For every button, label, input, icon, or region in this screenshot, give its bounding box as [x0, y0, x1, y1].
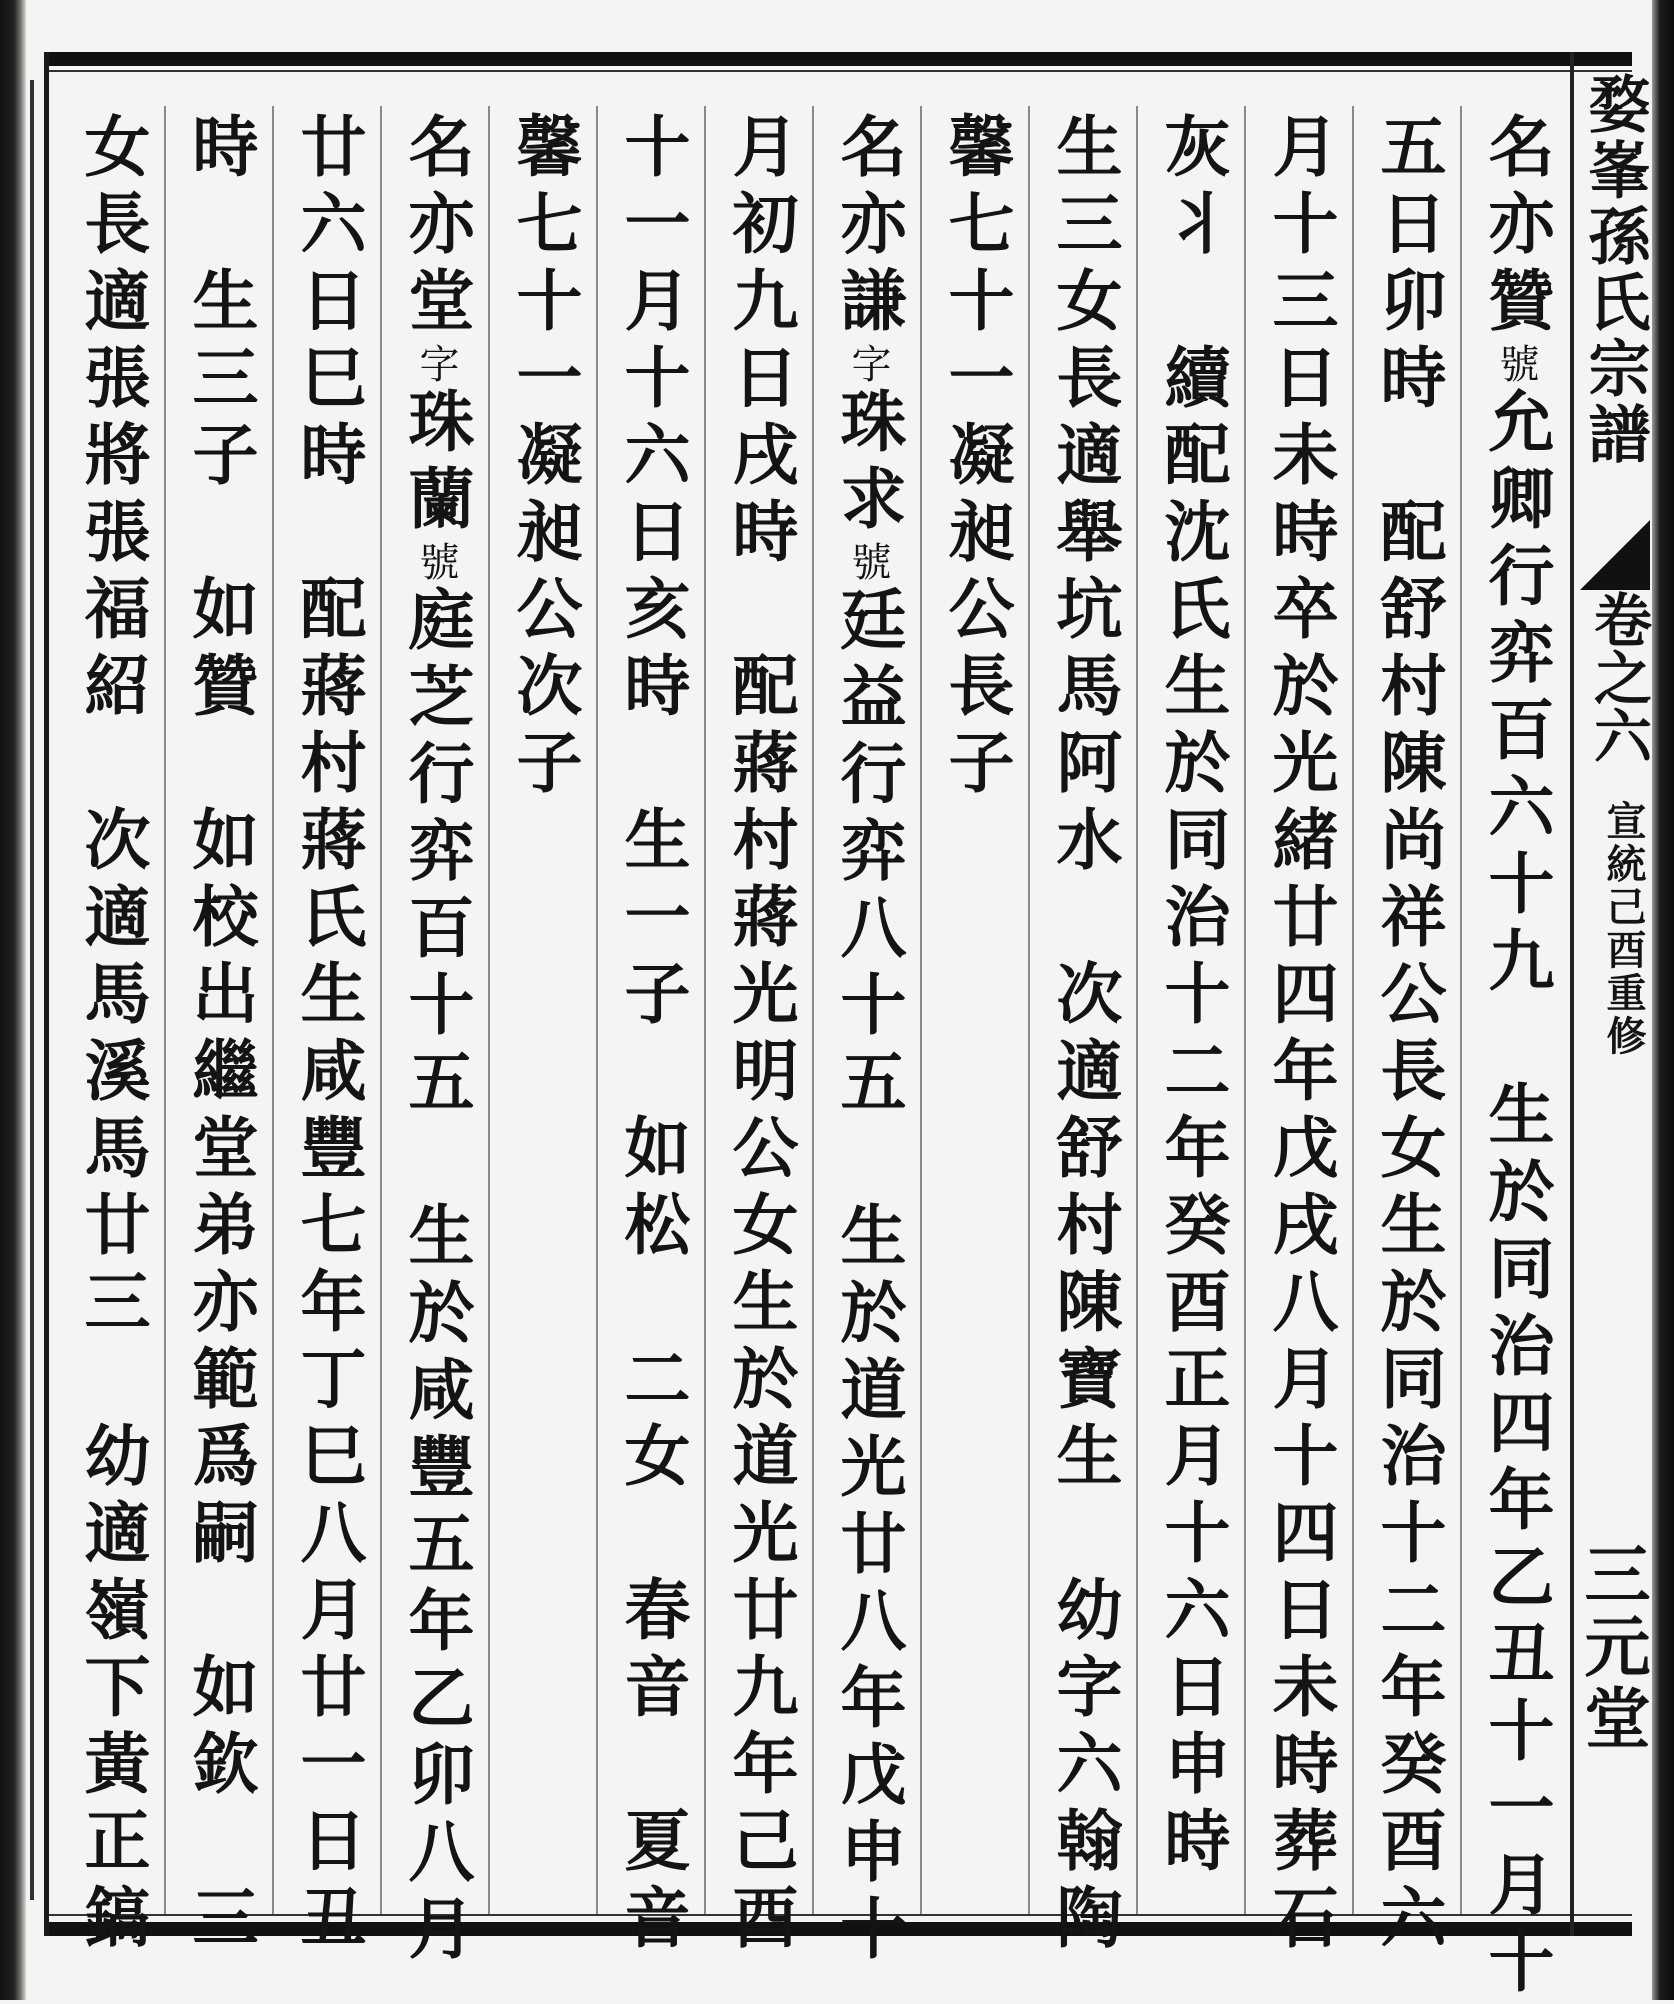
- text-column-7: 名亦謙字珠求號廷益行弈八十五 生於道光廿八年戊申十: [829, 112, 907, 1971]
- column-divider: [1460, 106, 1462, 1914]
- text-column-3: 月十三日未時卒於光緒廿四年戊戌八月十四日未時葬石: [1261, 112, 1339, 1960]
- text-column-10: 馨七十一凝昶公次子: [505, 112, 583, 805]
- binding-line: [30, 80, 34, 1900]
- column-divider: [1136, 106, 1138, 1914]
- column-divider: [380, 106, 382, 1914]
- text-column-13: 時 生三子 如贊 如校出繼堂弟亦範爲嗣 如欽 三: [181, 112, 259, 1960]
- text-column-14: 女長適張將張福紹 次適馬溪馬廿三 幼適嶺下黃正鎬: [73, 112, 151, 1960]
- column-divider: [812, 106, 814, 1914]
- column-divider: [920, 106, 922, 1914]
- top-border-rule: [44, 52, 1632, 66]
- edition-note: 宣統己酉重修: [1600, 800, 1647, 1058]
- text-column-4: 灰丬 續配沈氏生於同治十二年癸酉正月十六日申時: [1153, 112, 1231, 1883]
- top-border-thin-rule: [44, 70, 1632, 72]
- column-divider: [1244, 106, 1246, 1914]
- fish-tail-mark: [1580, 520, 1650, 590]
- text-column-8: 月初九日戌時 配蔣村蔣光明公女生於道光廿九年己酉: [721, 112, 799, 1960]
- text-column-1: 名亦贊號允卿行弈百六十九 生於同治四年乙丑十一月十: [1477, 112, 1555, 2004]
- column-divider: [272, 106, 274, 1914]
- hall-name: 三元堂: [1573, 1540, 1651, 1756]
- column-divider: [596, 106, 598, 1914]
- text-column-9: 十一月十六日亥時 生一子 如松 二女 春音 夏音: [613, 112, 691, 1960]
- book-binding-edge: [0, 0, 26, 2000]
- column-divider: [164, 106, 166, 1914]
- column-divider: [704, 106, 706, 1914]
- text-column-11: 名亦堂字珠蘭號庭芝行弈百十五 生於咸豐五年乙卯八月: [397, 112, 475, 1971]
- genealogy-title: 婺峯孫氏宗譜: [1578, 72, 1651, 468]
- text-column-12: 廿六日巳時 配蔣村蔣氏生咸豐七年丁巳八月廿一日丑: [289, 112, 367, 1960]
- text-column-5: 生三女長適舉坑馬阿水 次適舒村陳寶生 幼字六翰陶: [1045, 112, 1123, 1960]
- column-divider: [1352, 106, 1354, 1914]
- column-divider: [1028, 106, 1030, 1914]
- text-column-2: 五日卯時 配舒村陳尚祥公長女生於同治十二年癸酉六: [1369, 112, 1447, 1960]
- text-column-6: 馨七十一凝昶公長子: [937, 112, 1015, 805]
- left-frame-rule: [44, 52, 49, 1936]
- column-divider: [488, 106, 490, 1914]
- volume-label: 卷之六: [1584, 590, 1652, 764]
